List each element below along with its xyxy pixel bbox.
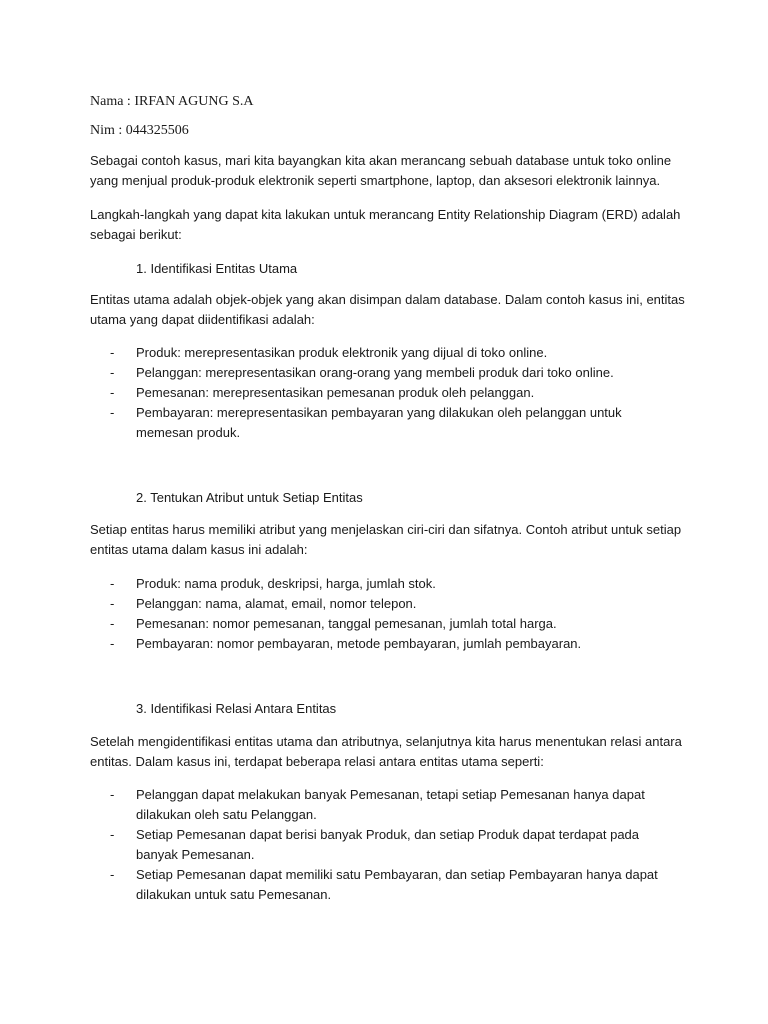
list-item <box>0 865 676 905</box>
section-1-paragraph: Entitas utama adalah objek-objek yang akan disimpan dalam database. Dalam contoh kasus ini, entitas utama yang dapat diidentifikasi adalah: <box>90 292 685 327</box>
student-nim: Nim : 044325506 <box>90 123 189 138</box>
section-1-heading: 1. Identifikasi Entitas Utama <box>136 261 298 276</box>
list-item-text: Pembayaran: merepresentasikan pembayaran yang dilakukan oleh pelanggan untuk memesan produk. <box>136 405 622 440</box>
list-item-text: Produk: merepresentasikan produk elektronik yang dijual di toko online. <box>136 345 548 360</box>
list-item-text: Pelanggan: merepresentasikan orang-orang yang membeli produk dari toko online. <box>136 365 614 380</box>
bullet-dash: - <box>110 385 115 400</box>
bullet-dash: - <box>110 867 115 882</box>
list-item <box>0 825 676 865</box>
section-3-paragraph: Setelah mengidentifikasi entitas utama dan atributnya, selanjutnya kita harus menentukan relasi antara entitas. Dalam kasus ini, terdapat beberapa relasi antara entitas utama seperti: <box>90 734 682 769</box>
list-item <box>0 614 676 634</box>
list-item-text: Pembayaran: nomor pembayaran, metode pembayaran, jumlah pembayaran. <box>136 636 582 651</box>
bullet-dash: - <box>110 576 115 591</box>
list-item-text: Setiap Pemesanan dapat berisi banyak Produk, dan setiap Produk dapat terdapat pada banyak Pemesanan. <box>136 827 640 862</box>
bullet-dash: - <box>110 616 115 631</box>
section-3-list <box>0 785 676 905</box>
bullet-dash: - <box>110 405 115 420</box>
bullet-dash: - <box>110 636 115 651</box>
bullet-dash: - <box>110 345 115 360</box>
bullet-dash: - <box>110 596 115 611</box>
list-item <box>0 785 676 825</box>
section-2-paragraph: Setiap entitas harus memiliki atribut yang menjelaskan ciri-ciri dan sifatnya. Contoh atribut untuk setiap entitas utama dalam kasus ini adalah: <box>90 522 682 557</box>
steps-intro-paragraph: Langkah-langkah yang dapat kita lakukan untuk merancang Entity Relationship Diagram (ERD) adalah sebagai berikut: <box>90 207 681 242</box>
list-item-text: Pemesanan: merepresentasikan pemesanan produk oleh pelanggan. <box>136 385 535 400</box>
list-item-text: Produk: nama produk, deskripsi, harga, jumlah stok. <box>136 576 436 591</box>
list-item <box>0 574 676 594</box>
bullet-dash: - <box>110 827 115 842</box>
list-item <box>0 363 676 383</box>
student-name: Nama : IRFAN AGUNG S.A <box>90 94 254 109</box>
bullet-dash: - <box>110 787 115 802</box>
bullet-dash: - <box>110 365 115 380</box>
list-item <box>0 343 676 363</box>
section-2-list <box>0 574 676 654</box>
list-item-text: Pelanggan: nama, alamat, email, nomor telepon. <box>136 596 417 611</box>
list-item-text: Pelanggan dapat melakukan banyak Pemesanan, tetapi setiap Pemesanan hanya dapat dilakukan oleh satu Pelanggan. <box>136 787 645 822</box>
list-item <box>0 634 676 654</box>
section-2-heading: 2. Tentukan Atribut untuk Setiap Entitas <box>136 490 363 505</box>
section-3-heading: 3. Identifikasi Relasi Antara Entitas <box>136 701 337 716</box>
intro-paragraph: Sebagai contoh kasus, mari kita bayangkan kita akan merancang sebuah database untuk toko online yang menjual produk-produk elektronik seperti smartphone, laptop, dan aksesori elektronik lainnya. <box>90 153 672 188</box>
list-item-text: Setiap Pemesanan dapat memiliki satu Pembayaran, dan setiap Pembayaran hanya dapat dilakukan untuk satu Pemesanan. <box>136 867 658 902</box>
list-item <box>0 594 676 614</box>
list-item-text: Pemesanan: nomor pemesanan, tanggal pemesanan, jumlah total harga. <box>136 616 557 631</box>
section-1-list <box>0 343 676 443</box>
list-item <box>0 403 676 443</box>
list-item <box>0 383 676 403</box>
